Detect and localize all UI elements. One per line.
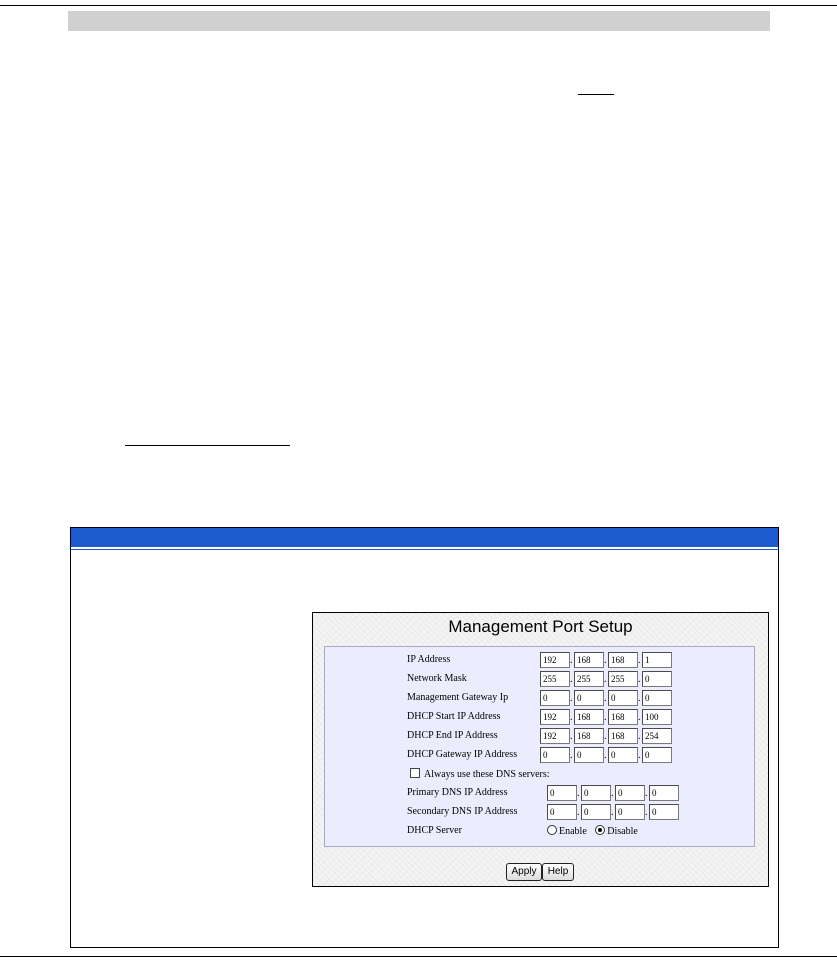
- field-label: DHCP Gateway IP Address: [407, 749, 518, 760]
- section-underline: [125, 445, 290, 446]
- octet-input[interactable]: 1: [642, 652, 672, 668]
- octet-input[interactable]: 0: [547, 785, 577, 801]
- octet-input[interactable]: 0: [608, 690, 638, 706]
- secondary-dns-row: [325, 804, 754, 822]
- field-label: Network Mask: [407, 673, 467, 684]
- field-label: DHCP End IP Address: [407, 730, 498, 741]
- octet-separator: .: [604, 655, 607, 666]
- disable-radio[interactable]: [595, 825, 605, 835]
- octet-input[interactable]: 168: [574, 709, 604, 725]
- octet-separator: .: [604, 731, 607, 742]
- octet-input[interactable]: 255: [574, 671, 604, 687]
- checkbox-box[interactable]: [410, 768, 420, 778]
- octet-input[interactable]: 0: [615, 804, 645, 820]
- octet-separator: .: [570, 712, 573, 723]
- field-label: DHCP Start IP Address: [407, 711, 501, 722]
- octet-input[interactable]: 168: [608, 728, 638, 744]
- dhcp-server-radio-group: [547, 825, 644, 837]
- octet-input[interactable]: 0: [649, 804, 679, 820]
- octet-input[interactable]: 255: [608, 671, 638, 687]
- ip-address-row: [325, 652, 754, 670]
- octet-input[interactable]: 168: [574, 652, 604, 668]
- dns-checkbox-row: [325, 766, 754, 784]
- management-port-setup-screenshot: [312, 612, 769, 887]
- octet-separator: .: [570, 693, 573, 704]
- octet-separator: .: [638, 731, 641, 742]
- octet-input[interactable]: 168: [608, 709, 638, 725]
- octet-input[interactable]: 0: [615, 785, 645, 801]
- octet-separator: .: [638, 655, 641, 666]
- disable-radio-label: Disable: [607, 826, 638, 837]
- octet-input[interactable]: 168: [608, 652, 638, 668]
- octet-separator: .: [645, 807, 648, 818]
- apply-button[interactable]: Apply: [506, 863, 542, 881]
- octet-input[interactable]: 0: [642, 747, 672, 763]
- octet-input[interactable]: 0: [642, 671, 672, 687]
- octet-input[interactable]: 0: [574, 690, 604, 706]
- octet-input[interactable]: 0: [540, 747, 570, 763]
- octet-input[interactable]: 0: [581, 804, 611, 820]
- help-button[interactable]: Help: [542, 863, 574, 881]
- octet-input[interactable]: 0: [581, 785, 611, 801]
- octet-input[interactable]: 0: [642, 690, 672, 706]
- settings-form: [324, 646, 755, 847]
- checkbox-label: Always use these DNS servers:: [424, 769, 550, 780]
- text-underline: [578, 94, 614, 95]
- field-label: IP Address: [407, 654, 451, 665]
- octet-input[interactable]: 0: [540, 690, 570, 706]
- octet-separator: .: [570, 655, 573, 666]
- field-label: Management Gateway Ip: [407, 692, 509, 703]
- always-use-dns-checkbox[interactable]: [410, 768, 550, 780]
- octet-input[interactable]: 0: [608, 747, 638, 763]
- octet-separator: .: [638, 693, 641, 704]
- octet-separator: .: [604, 712, 607, 723]
- octet-separator: .: [611, 807, 614, 818]
- dhcp-end-ip-row: [325, 728, 754, 746]
- figure-title-bar: [71, 528, 778, 547]
- enable-radio-label: Enable: [559, 826, 587, 837]
- management-gateway-row: [325, 690, 754, 708]
- octet-separator: .: [570, 731, 573, 742]
- primary-dns-row: [325, 785, 754, 803]
- octet-input[interactable]: 192: [540, 728, 570, 744]
- octet-separator: .: [638, 674, 641, 685]
- octet-separator: .: [638, 712, 641, 723]
- enable-radio[interactable]: [547, 825, 557, 835]
- dhcp-gateway-ip-row: [325, 747, 754, 765]
- octet-separator: .: [604, 693, 607, 704]
- octet-separator: .: [604, 750, 607, 761]
- octet-input[interactable]: 192: [540, 652, 570, 668]
- dhcp-server-row: [325, 823, 754, 841]
- octet-input[interactable]: 0: [547, 804, 577, 820]
- octet-input[interactable]: 192: [540, 709, 570, 725]
- octet-separator: .: [611, 788, 614, 799]
- octet-separator: .: [570, 674, 573, 685]
- figure-title-bar-rule: [71, 549, 778, 550]
- page-title: Management Port Setup: [448, 617, 633, 636]
- header-band: [68, 11, 770, 31]
- field-label: Primary DNS IP Address: [407, 787, 508, 798]
- octet-input[interactable]: 254: [642, 728, 672, 744]
- dhcp-start-ip-row: [325, 709, 754, 727]
- octet-separator: .: [604, 674, 607, 685]
- bottom-rule: [0, 956, 837, 957]
- octet-input[interactable]: 168: [574, 728, 604, 744]
- octet-separator: .: [638, 750, 641, 761]
- octet-input[interactable]: 0: [649, 785, 679, 801]
- octet-input[interactable]: 255: [540, 671, 570, 687]
- octet-separator: .: [577, 807, 580, 818]
- octet-separator: .: [645, 788, 648, 799]
- network-mask-row: [325, 671, 754, 689]
- octet-input[interactable]: 100: [642, 709, 672, 725]
- octet-separator: .: [577, 788, 580, 799]
- field-label: DHCP Server: [407, 825, 462, 836]
- octet-separator: .: [570, 750, 573, 761]
- figure-box: [70, 527, 779, 948]
- octet-input[interactable]: 0: [574, 747, 604, 763]
- field-label: Secondary DNS IP Address: [407, 806, 518, 817]
- top-rule: [0, 5, 837, 6]
